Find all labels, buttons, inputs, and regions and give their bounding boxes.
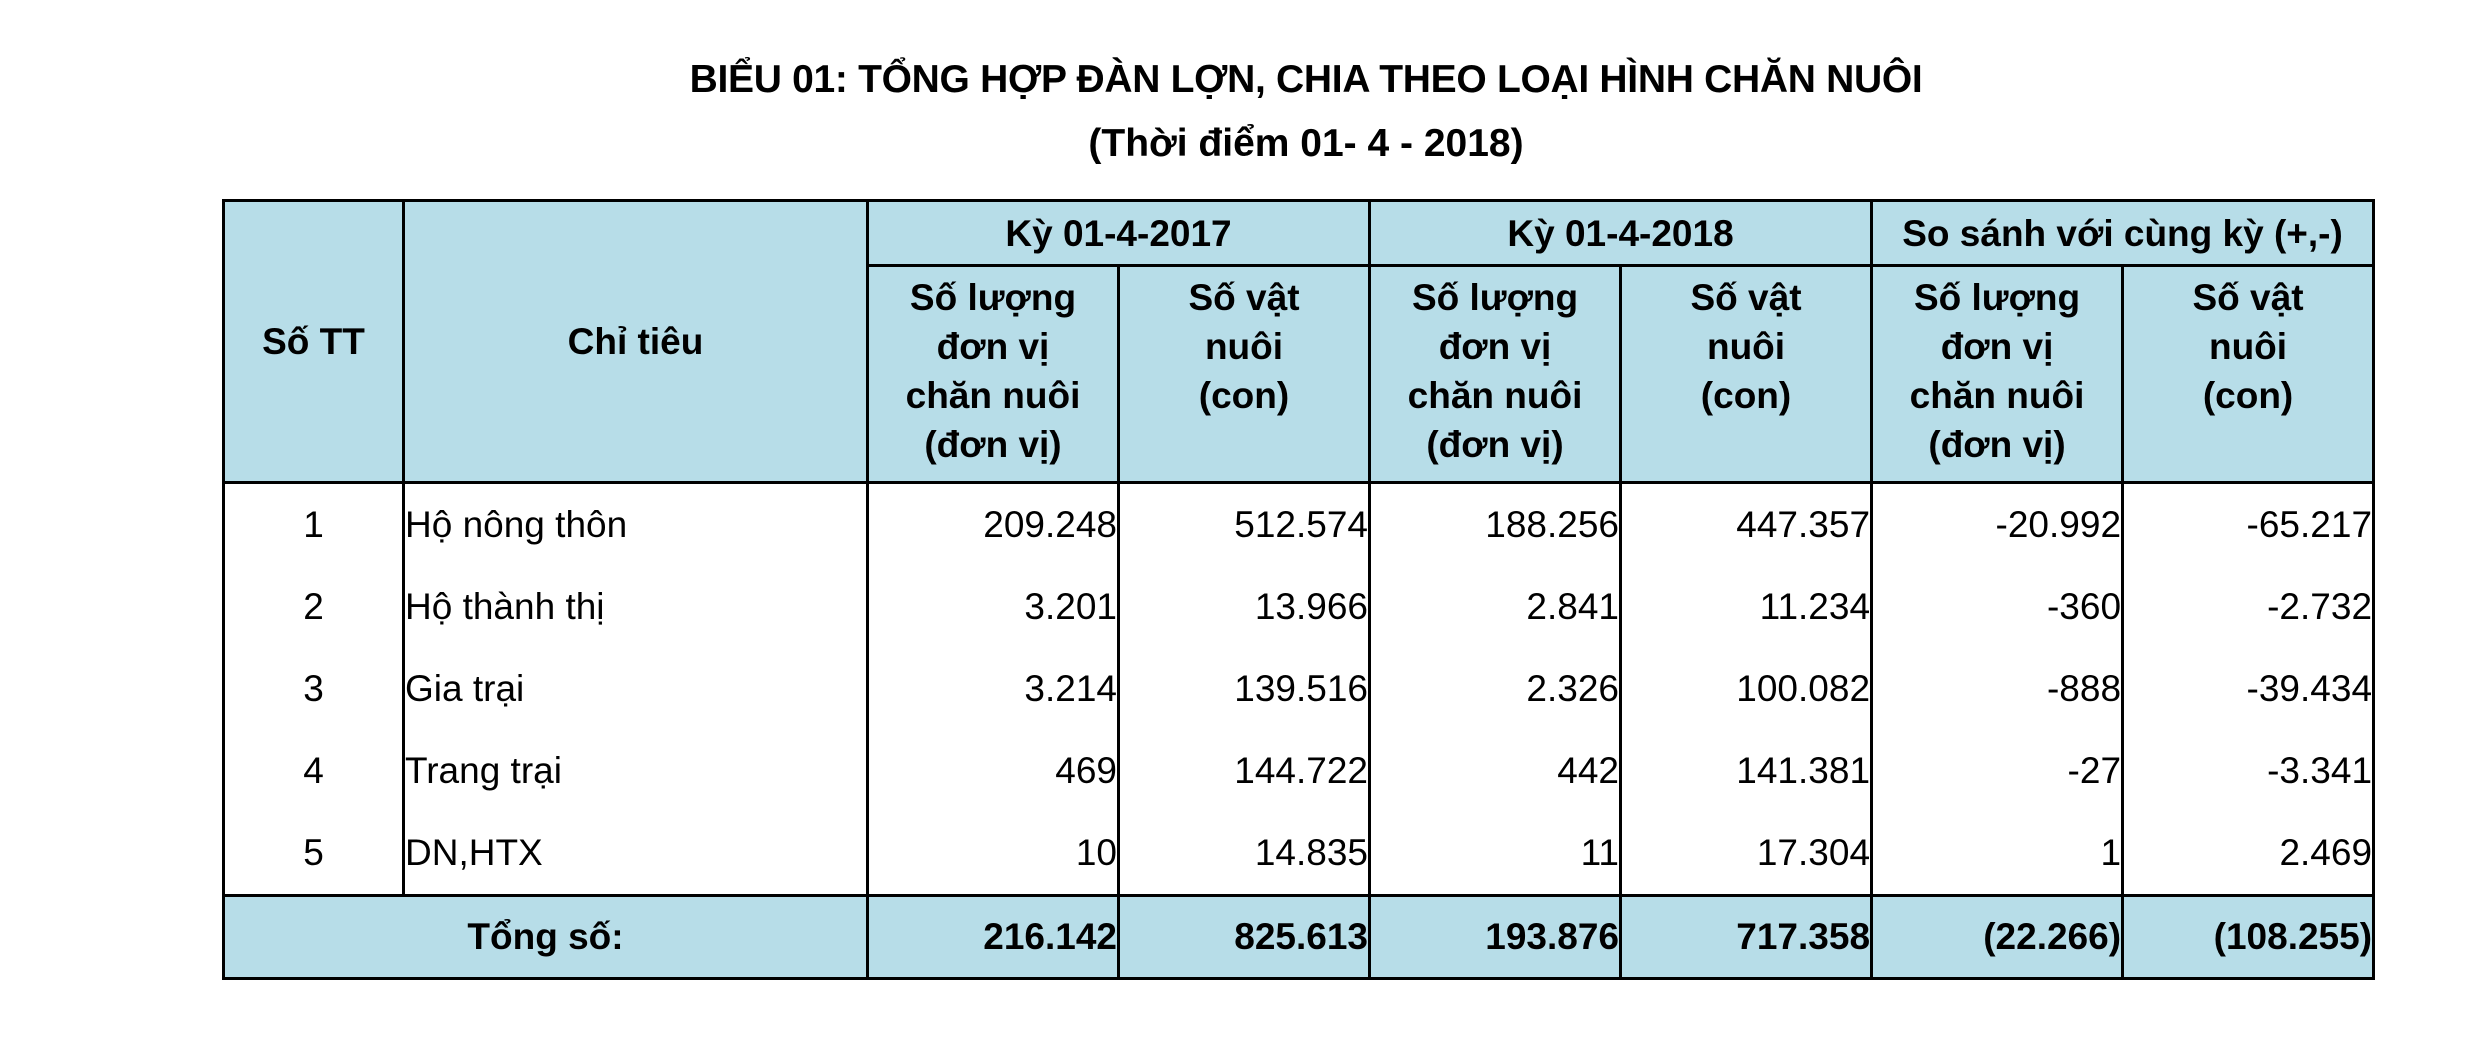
header-animals: Số vật nuôi (con) [1119, 266, 1370, 483]
total-value: 216.142 [868, 896, 1119, 979]
row-name: DN,HTX [404, 812, 868, 896]
cell-value: -27 [1872, 730, 2123, 812]
row-stt: 1 [224, 483, 404, 567]
cell-value: 442 [1370, 730, 1621, 812]
header-units: Số lượng đơn vị chăn nuôi (đơn vị) [868, 266, 1119, 483]
cell-value: 469 [868, 730, 1119, 812]
cell-value: -20.992 [1872, 483, 2123, 567]
row-name: Gia trại [404, 648, 868, 730]
cell-value: 141.381 [1621, 730, 1872, 812]
table-title: BIỂU 01: TỔNG HỢP ĐÀN LỢN, CHIA THEO LOẠI HÌNH CHĂN NUÔI [689, 58, 1923, 101]
cell-value: -360 [1872, 566, 2123, 648]
cell-value: 17.304 [1621, 812, 1872, 896]
header-units: Số lượng đơn vị chăn nuôi (đơn vị) [1872, 266, 2123, 483]
row-stt: 2 [224, 566, 404, 648]
cell-value: 2.841 [1370, 566, 1621, 648]
cell-value: 14.835 [1119, 812, 1370, 896]
cell-value: 3.214 [868, 648, 1119, 730]
row-name: Hộ nông thôn [404, 483, 868, 567]
row-stt: 3 [224, 648, 404, 730]
cell-value: 10 [868, 812, 1119, 896]
header-indicator: Chỉ tiêu [404, 201, 868, 483]
table-row [224, 648, 2374, 730]
cell-value: -39.434 [2123, 648, 2374, 730]
cell-value: 139.516 [1119, 648, 1370, 730]
row-stt: 5 [224, 812, 404, 896]
cell-value: -2.732 [2123, 566, 2374, 648]
table-subtitle: (Thời điểm 01- 4 - 2018) [1088, 122, 1524, 165]
cell-value: 144.722 [1119, 730, 1370, 812]
cell-value: 2.326 [1370, 648, 1621, 730]
cell-value: 11.234 [1621, 566, 1872, 648]
cell-value: 100.082 [1621, 648, 1872, 730]
cell-value: -3.341 [2123, 730, 2374, 812]
table-row [224, 566, 2374, 648]
total-value: (22.266) [1872, 896, 2123, 979]
cell-value: 13.966 [1119, 566, 1370, 648]
total-value: (108.255) [2123, 896, 2374, 979]
header-group-2017: Kỳ 01-4-2017 [868, 201, 1370, 266]
cell-value: 188.256 [1370, 483, 1621, 567]
cell-value: 209.248 [868, 483, 1119, 567]
header-animals: Số vật nuôi (con) [2123, 266, 2374, 483]
summary-table [222, 199, 2375, 980]
total-value: 717.358 [1621, 896, 1872, 979]
header-stt: Số TT [224, 201, 404, 483]
header-animals: Số vật nuôi (con) [1621, 266, 1872, 483]
cell-value: 11 [1370, 812, 1621, 896]
total-row [224, 896, 2374, 979]
table-row [224, 730, 2374, 812]
total-value: 193.876 [1370, 896, 1621, 979]
cell-value: -888 [1872, 648, 2123, 730]
total-label: Tổng số: [224, 896, 868, 979]
header-units: Số lượng đơn vị chăn nuôi (đơn vị) [1370, 266, 1621, 483]
cell-value: 1 [1872, 812, 2123, 896]
cell-value: 512.574 [1119, 483, 1370, 567]
cell-value: 2.469 [2123, 812, 2374, 896]
cell-value: 3.201 [868, 566, 1119, 648]
header-group-compare: So sánh với cùng kỳ (+,-) [1872, 201, 2374, 266]
total-value: 825.613 [1119, 896, 1370, 979]
row-name: Trang trại [404, 730, 868, 812]
table-row [224, 483, 2374, 567]
header-group-2018: Kỳ 01-4-2018 [1370, 201, 1872, 266]
row-name: Hộ thành thị [404, 566, 868, 648]
row-stt: 4 [224, 730, 404, 812]
cell-value: -65.217 [2123, 483, 2374, 567]
cell-value: 447.357 [1621, 483, 1872, 567]
table-row [224, 812, 2374, 896]
